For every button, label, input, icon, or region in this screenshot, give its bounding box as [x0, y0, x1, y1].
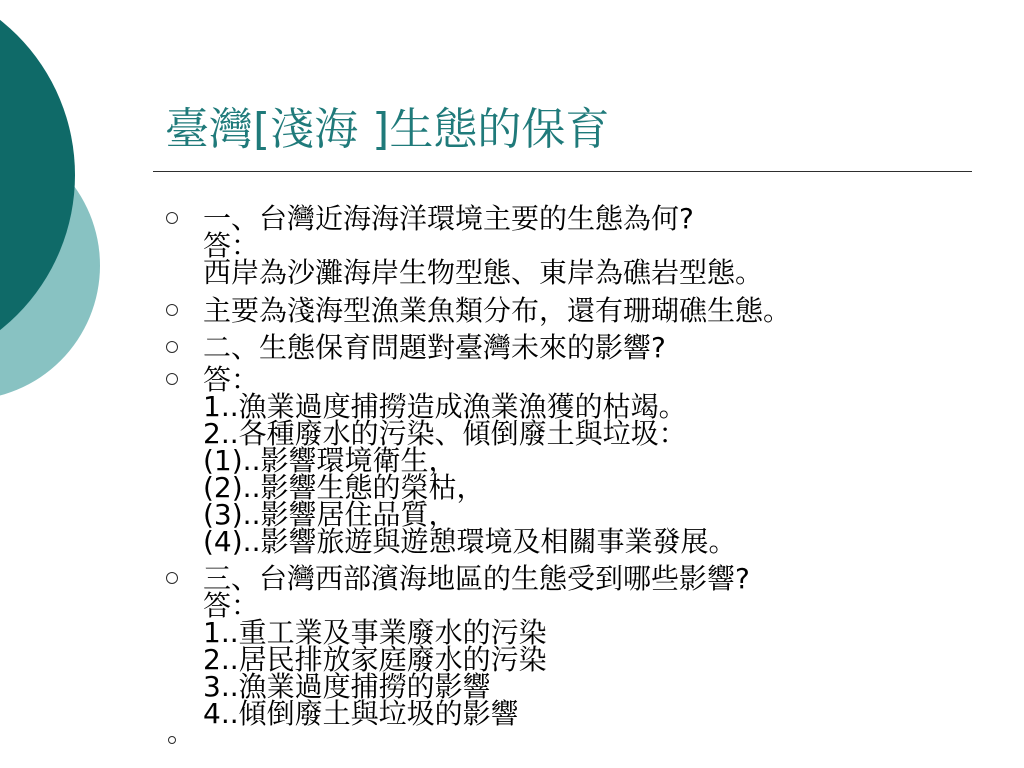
bullet-line: 答： [203, 229, 260, 262]
title-divider [153, 171, 972, 172]
hollow-circle-bullet-icon [166, 341, 178, 353]
bullet-line: 1..漁業過度捕撈造成漁業漁獲的枯竭。 [203, 390, 687, 423]
hollow-circle-bullet-icon [166, 572, 178, 584]
bullet-line: 西岸為沙灘海岸生物型態、東岸為礁岩型態。 [203, 256, 764, 289]
bullet-line: 2..居民排放家庭廢水的污染 [203, 643, 547, 676]
bullet-line: 答： [203, 589, 260, 622]
bullet-item [203, 562, 983, 730]
bullet-line: 二、生態保育問題對臺灣未來的影響? [203, 331, 666, 364]
bullet-item [203, 363, 983, 558]
bullet-line: 3..漁業過度捕撈的影響 [203, 670, 491, 703]
bullet-line: (4)..影響旅遊與遊憩環境及相關事業發展。 [203, 525, 737, 558]
bullet-line: 答： [203, 363, 260, 396]
bullet-line: 主要為淺海型漁業魚類分布，還有珊瑚礁生態。 [203, 294, 792, 327]
hollow-circle-bullet-icon [166, 373, 178, 385]
bullet-line: (3)..影響居住品質， [203, 498, 457, 531]
bullet-item [203, 202, 983, 289]
hollow-circle-bullet-icon [166, 212, 178, 224]
slide-title: 臺灣[淺海 ]生態的保育 [165, 104, 610, 155]
bullet-item [203, 331, 983, 364]
bullet-line: 4..傾倒廢土與垃圾的影響 [203, 697, 519, 730]
bullet-item [203, 294, 983, 327]
bullet-line: 三、台灣西部濱海地區的生態受到哪些影響? [203, 562, 750, 595]
bullet-line: (2)..影響生態的榮枯， [203, 471, 485, 504]
empty-bullet-icon [168, 736, 176, 744]
bullet-line: 1..重工業及事業廢水的污染 [203, 616, 547, 649]
bullet-line: (1)..影響環境衛生， [203, 444, 457, 477]
bullet-line: 一、台灣近海海洋環境主要的生態為何? [203, 202, 694, 235]
bullet-line: 2..各種廢水的污染、傾倒廢土與垃圾： [203, 417, 687, 450]
hollow-circle-bullet-icon [166, 304, 178, 316]
